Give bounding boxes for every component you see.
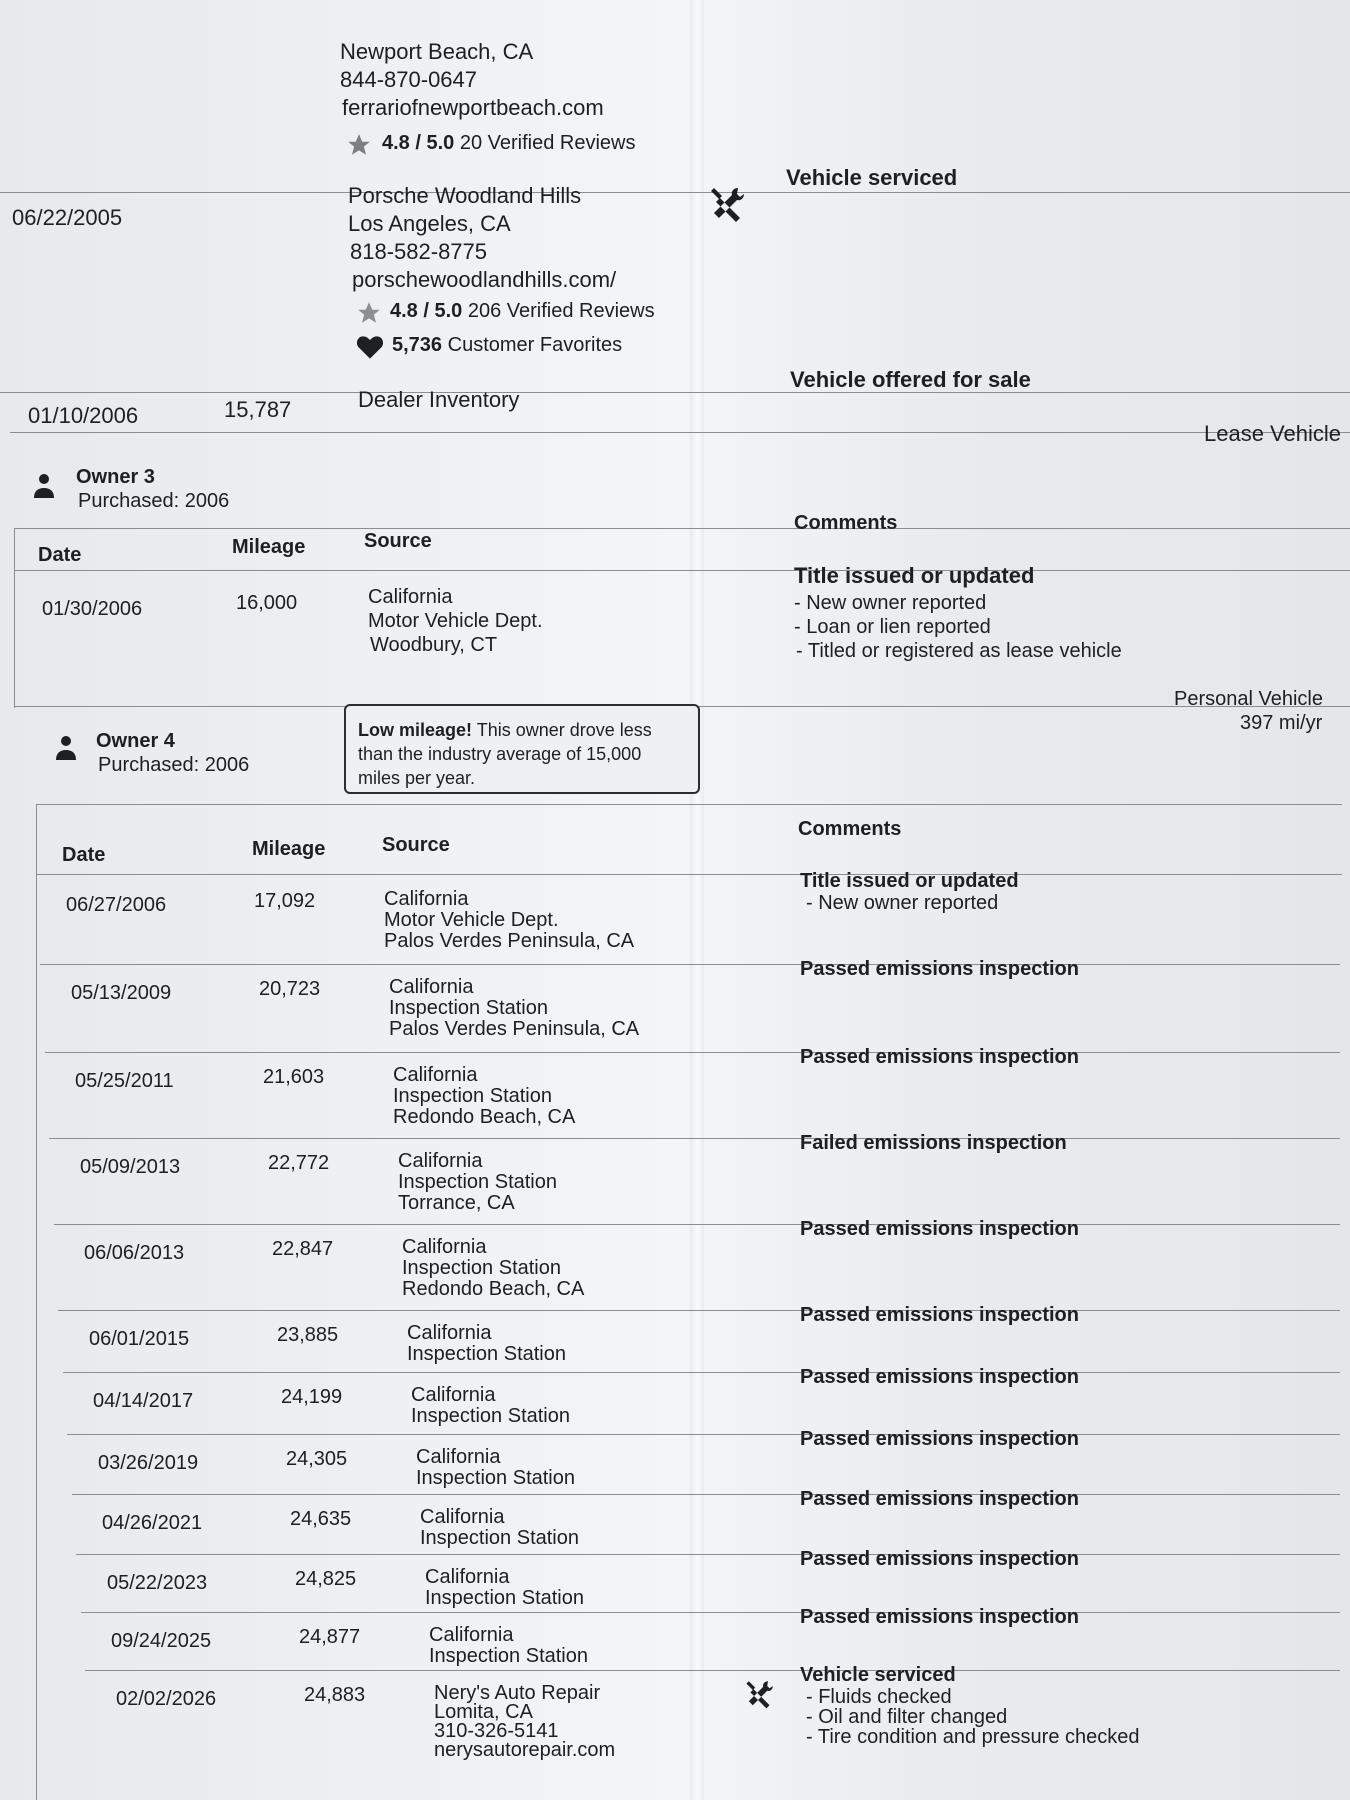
record-date: 04/14/2017: [93, 1390, 194, 1412]
record-comment: Title issued or updated: [800, 870, 1019, 892]
record-source-line: California: [402, 1236, 487, 1258]
col-header-date: Date: [38, 544, 82, 566]
favorites-label: Customer Favorites: [447, 334, 623, 356]
record-date: 02/02/2026: [116, 1688, 217, 1710]
record-source-line: Motor Vehicle Dept.: [384, 909, 559, 931]
owner-purchased: Purchased: 2006: [78, 490, 230, 512]
record-mileage: 24,877: [299, 1626, 361, 1648]
record-mileage: 22,847: [272, 1238, 334, 1260]
record-comment: Passed emissions inspection: [800, 1548, 1079, 1570]
record-date: 05/25/2011: [75, 1070, 174, 1092]
record-source-line: Redondo Beach, CA: [393, 1106, 576, 1128]
record-comment: Passed emissions inspection: [800, 1488, 1079, 1510]
record-comment-detail: - Titled or registered as lease vehicle: [796, 640, 1122, 662]
divider: [36, 804, 37, 1800]
record-comment: Passed emissions inspection: [800, 958, 1079, 980]
record-date: 06/01/2015: [89, 1328, 190, 1350]
tools-icon: [744, 1678, 776, 1710]
record-source-line: California: [420, 1506, 505, 1528]
record-source-line: Palos Verdes Peninsula, CA: [384, 930, 635, 952]
record-date: 05/22/2023: [107, 1572, 208, 1594]
record-source-line: Torrance, CA: [398, 1192, 515, 1214]
record-source-line: Inspection Station: [402, 1257, 561, 1279]
record-mileage: 24,305: [286, 1448, 348, 1470]
record-source-line: Inspection Station: [398, 1171, 557, 1193]
record-source-line: Redondo Beach, CA: [402, 1278, 585, 1300]
record-comment-detail: - Oil and filter changed: [806, 1706, 1008, 1728]
record-comment: Failed emissions inspection: [800, 1132, 1067, 1154]
record-date: 05/09/2013: [80, 1156, 181, 1178]
record-mileage: 23,885: [277, 1324, 339, 1346]
record-date: 04/26/2021: [102, 1512, 203, 1534]
record-mileage: 15,787: [224, 397, 292, 422]
record-comment-detail: - Fluids checked: [806, 1686, 952, 1708]
owner-title: Owner 3: [76, 466, 155, 488]
divider: [63, 1372, 1340, 1373]
dealer-rating: 4.8 / 5.0: [390, 300, 463, 322]
record-comment: Passed emissions inspection: [800, 1304, 1079, 1326]
divider: [10, 432, 1350, 433]
divider: [76, 1554, 1340, 1555]
record-source-line: Inspection Station: [425, 1587, 584, 1609]
col-header-date: Date: [62, 844, 106, 866]
dealer-name: Porsche Woodland Hills: [348, 183, 582, 208]
record-mileage: 24,199: [281, 1386, 343, 1408]
col-header-mileage: Mileage: [232, 536, 306, 558]
divider: [45, 1052, 1340, 1053]
record-date: 06/22/2005: [12, 205, 123, 230]
record-source-line: Inspection Station: [393, 1085, 552, 1107]
record-date: 06/06/2013: [84, 1242, 185, 1264]
person-icon: [32, 472, 56, 498]
record-comment-detail: - Tire condition and pressure checked: [806, 1726, 1140, 1748]
record-source-line: Inspection Station: [407, 1343, 566, 1365]
col-header-comments: Comments: [794, 512, 898, 534]
record-comment: Vehicle serviced: [800, 1664, 956, 1686]
note-text: This owner drove less than the industry average of 15,000 miles per year.: [358, 720, 652, 788]
dealer-website[interactable]: ferrariofnewportbeach.com: [342, 95, 604, 120]
record-comment-detail: - New owner reported: [794, 592, 987, 614]
record-source-line: California: [368, 586, 453, 608]
dealer-phone: 818-582-8775: [350, 239, 488, 264]
record-source-line: California: [398, 1150, 483, 1172]
dealer-city: Newport Beach, CA: [340, 39, 534, 64]
col-header-comments: Comments: [798, 818, 902, 840]
record-source-line: California: [384, 888, 469, 910]
record-comment: Passed emissions inspection: [800, 1218, 1079, 1240]
owner-type: Lease Vehicle: [1204, 421, 1341, 446]
col-header-mileage: Mileage: [252, 838, 326, 860]
star-icon: [346, 132, 372, 158]
record-source-line: California: [389, 976, 474, 998]
dealer-rating: 4.8 / 5.0: [382, 132, 455, 154]
dealer-website[interactable]: porschewoodlandhills.com/: [352, 267, 617, 292]
record-comment: Passed emissions inspection: [800, 1428, 1079, 1450]
divider: [36, 874, 1342, 875]
record-comment: Passed emissions inspection: [800, 1606, 1079, 1628]
record-source-line: Inspection Station: [389, 997, 548, 1019]
col-header-source: Source: [364, 530, 432, 552]
record-source-line: California: [411, 1384, 496, 1406]
record-mileage: 20,723: [259, 978, 321, 1000]
divider: [67, 1434, 1340, 1435]
favorites-count: 5,736: [392, 334, 443, 356]
paper-fold: [690, 0, 704, 1800]
divider: [72, 1494, 1340, 1495]
tools-icon: [708, 184, 748, 224]
record-comment-detail: - New owner reported: [806, 892, 999, 914]
record-source-line: Palos Verdes Peninsula, CA: [389, 1018, 640, 1040]
owner-miles-per-year: 397 mi/yr: [1240, 712, 1323, 734]
record-source-line: California: [416, 1446, 501, 1468]
dealer-phone: 844-870-0647: [340, 67, 478, 92]
record-comment: Vehicle serviced: [786, 165, 958, 190]
record-comment: Title issued or updated: [794, 563, 1035, 588]
record-source-line: California: [407, 1322, 492, 1344]
record-mileage: 24,883: [304, 1684, 366, 1706]
record-source-line: nerysautorepair.com: [434, 1739, 616, 1761]
record-source-line: California: [429, 1624, 514, 1646]
divider: [40, 964, 1340, 965]
star-icon: [356, 300, 382, 326]
record-source-line: Inspection Station: [429, 1645, 588, 1667]
record-comment-detail: - Loan or lien reported: [794, 616, 991, 638]
divider: [0, 392, 1350, 393]
record-mileage: 21,603: [263, 1066, 325, 1088]
dealer-city: Los Angeles, CA: [348, 211, 511, 236]
note-highlight: Low mileage!: [358, 720, 473, 740]
low-mileage-note: [344, 704, 700, 794]
record-date: 03/26/2019: [98, 1452, 199, 1474]
divider: [58, 1310, 1340, 1311]
record-mileage: 16,000: [236, 592, 298, 614]
record-source-line: California: [425, 1566, 510, 1588]
divider: [85, 1670, 1340, 1671]
record-source-line: California: [393, 1064, 478, 1086]
record-date: 01/30/2006: [42, 598, 143, 620]
record-source-line: Inspection Station: [420, 1527, 579, 1549]
divider: [14, 528, 1350, 529]
heart-icon: [356, 334, 384, 360]
owner-title: Owner 4: [96, 730, 175, 752]
divider: [0, 192, 1350, 193]
dealer-reviews[interactable]: 20 Verified Reviews: [459, 132, 636, 154]
col-header-source: Source: [382, 834, 450, 856]
record-source-line: 310-326-5141: [434, 1720, 559, 1742]
divider: [49, 1138, 1340, 1139]
record-comment: Passed emissions inspection: [800, 1046, 1079, 1068]
record-source-line: Inspection Station: [416, 1467, 575, 1489]
record-comment: Vehicle offered for sale: [790, 367, 1031, 392]
divider: [36, 804, 1342, 805]
record-date: 01/10/2006: [28, 403, 139, 428]
owner-purchased: Purchased: 2006: [98, 754, 250, 776]
divider: [81, 1612, 1340, 1613]
owner-type: Personal Vehicle: [1174, 688, 1323, 710]
record-source-line: Motor Vehicle Dept.: [368, 610, 543, 632]
record-comment: Passed emissions inspection: [800, 1366, 1079, 1388]
record-source-line: Lomita, CA: [434, 1701, 533, 1723]
record-source-line: Nery's Auto Repair: [434, 1682, 601, 1704]
record-date: 09/24/2025: [111, 1630, 212, 1652]
record-date: 05/13/2009: [71, 982, 172, 1004]
record-mileage: 24,825: [295, 1568, 357, 1590]
record-source-line: Woodbury, CT: [370, 634, 498, 656]
record-source-line: Inspection Station: [411, 1405, 570, 1427]
dealer-reviews[interactable]: 206 Verified Reviews: [467, 300, 655, 322]
divider: [14, 570, 1350, 571]
divider: [54, 1224, 1340, 1225]
record-mileage: 22,772: [268, 1152, 330, 1174]
record-mileage: 24,635: [290, 1508, 352, 1530]
divider: [14, 528, 15, 708]
record-source: Dealer Inventory: [358, 387, 520, 412]
person-icon: [54, 734, 78, 760]
record-date: 06/27/2006: [66, 894, 167, 916]
record-mileage: 17,092: [254, 890, 316, 912]
